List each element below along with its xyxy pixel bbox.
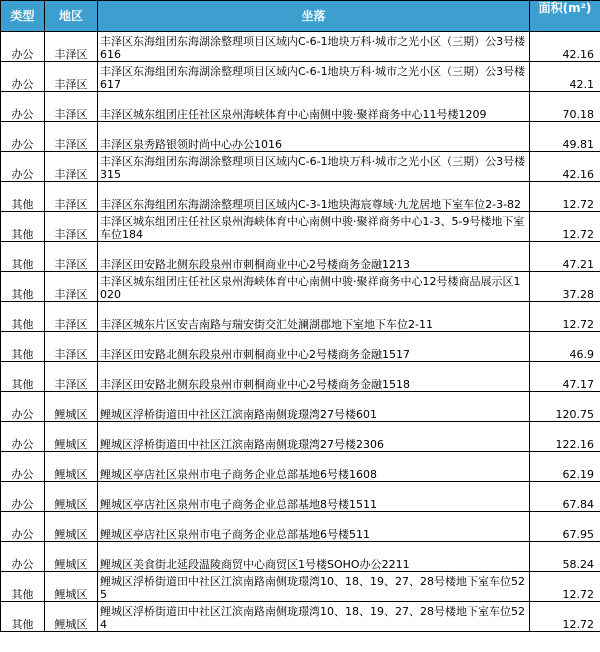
header-type: 类型	[1, 1, 45, 32]
cell-size: 12.72	[530, 572, 600, 602]
cell-location: 丰泽区田安路北侧东段泉州市刺桐商业中心2号楼商务金融1517	[98, 332, 530, 362]
cell-size: 70.18	[530, 92, 600, 122]
cell-size: 122.16	[530, 422, 600, 452]
cell-type: 其他	[1, 242, 45, 272]
cell-size: 46.9	[530, 332, 600, 362]
table-row	[1, 332, 600, 362]
header-location: 坐落	[98, 1, 530, 32]
cell-location: 鲤城区浮桥街道田中社区江滨南路南侧珑璟湾10、18、19、27、28号楼地下室车位525	[98, 572, 530, 602]
cell-type: 其他	[1, 362, 45, 392]
table-row	[1, 452, 600, 482]
cell-type: 办公	[1, 482, 45, 512]
cell-size: 49.81	[530, 122, 600, 152]
cell-area: 丰泽区	[45, 92, 98, 122]
cell-area: 鲤城区	[45, 512, 98, 542]
cell-area: 丰泽区	[45, 272, 98, 302]
cell-location: 丰泽区东海组团东海湖涂整理项目区域内C-6-1地块万科·城市之光小区（三期）公3号楼616	[98, 32, 530, 62]
table-body	[1, 32, 600, 632]
cell-location: 鲤城区亭店社区泉州市电子商务企业总部基地8号楼1511	[98, 482, 530, 512]
cell-area: 鲤城区	[45, 392, 98, 422]
cell-location: 丰泽区田安路北侧东段泉州市刺桐商业中心2号楼商务金融1213	[98, 242, 530, 272]
cell-size: 42.16	[530, 152, 600, 182]
cell-type: 办公	[1, 512, 45, 542]
cell-area: 丰泽区	[45, 62, 98, 92]
cell-size: 37.28	[530, 272, 600, 302]
cell-type: 其他	[1, 302, 45, 332]
cell-location: 丰泽区东海组团东海湖涂整理项目区域内C-6-1地块万科·城市之光小区（三期）公3号楼617	[98, 62, 530, 92]
cell-size: 62.19	[530, 452, 600, 482]
table-row	[1, 182, 600, 212]
cell-area: 丰泽区	[45, 32, 98, 62]
cell-area: 丰泽区	[45, 212, 98, 242]
cell-location: 鲤城区浮桥街道田中社区江滨南路南侧珑璟湾27号楼2306	[98, 422, 530, 452]
cell-location: 丰泽区城东组团庄任社区泉州海峡体育中心南侧中骏·聚祥商务中心12号楼商品展示区1020	[98, 272, 530, 302]
table-row	[1, 302, 600, 332]
table-row	[1, 602, 600, 632]
cell-type: 其他	[1, 332, 45, 362]
cell-area: 丰泽区	[45, 362, 98, 392]
cell-area: 丰泽区	[45, 122, 98, 152]
table-row	[1, 62, 600, 92]
cell-area: 鲤城区	[45, 542, 98, 572]
cell-type: 办公	[1, 62, 45, 92]
cell-size: 42.16	[530, 32, 600, 62]
table-row	[1, 362, 600, 392]
cell-size: 120.75	[530, 392, 600, 422]
table-row	[1, 542, 600, 572]
cell-type: 办公	[1, 542, 45, 572]
cell-area: 丰泽区	[45, 332, 98, 362]
cell-type: 办公	[1, 32, 45, 62]
cell-area: 鲤城区	[45, 482, 98, 512]
cell-size: 67.95	[530, 512, 600, 542]
cell-area: 鲤城区	[45, 602, 98, 632]
table-row	[1, 152, 600, 182]
cell-type: 其他	[1, 272, 45, 302]
table-row	[1, 32, 600, 62]
cell-location: 丰泽区田安路北侧东段泉州市刺桐商业中心2号楼商务金融1518	[98, 362, 530, 392]
table-row	[1, 92, 600, 122]
table-header-row	[1, 1, 600, 32]
cell-location: 鲤城区美食街北延段温陵商贸中心商贸区1号楼SOHO办公2211	[98, 542, 530, 572]
cell-location: 丰泽区城东组团庄任社区泉州海峡体育中心南侧中骏·聚祥商务中心1-3、5-9号楼地下室车位184	[98, 212, 530, 242]
cell-location: 丰泽区城东片区安吉南路与瑞安街交汇处澜湖郡地下室地下车位2-11	[98, 302, 530, 332]
table-row	[1, 242, 600, 272]
cell-type: 办公	[1, 92, 45, 122]
cell-type: 办公	[1, 452, 45, 482]
cell-type: 其他	[1, 572, 45, 602]
header-area: 地区	[45, 1, 98, 32]
cell-area: 丰泽区	[45, 152, 98, 182]
cell-type: 其他	[1, 182, 45, 212]
cell-size: 12.72	[530, 302, 600, 332]
table-row	[1, 512, 600, 542]
table-row	[1, 482, 600, 512]
cell-location: 丰泽区东海组团东海湖涂整理项目区域内C-3-1地块海宸尊域·九龙居地下室车位2-3-82	[98, 182, 530, 212]
cell-location: 丰泽区东海组团东海湖涂整理项目区域内C-6-1地块万科·城市之光小区（三期）公3号楼315	[98, 152, 530, 182]
cell-type: 办公	[1, 392, 45, 422]
table-row	[1, 422, 600, 452]
cell-type: 其他	[1, 602, 45, 632]
table-row	[1, 572, 600, 602]
cell-size: 42.1	[530, 62, 600, 92]
cell-size: 47.21	[530, 242, 600, 272]
cell-area: 丰泽区	[45, 242, 98, 272]
cell-location: 鲤城区亭店社区泉州市电子商务企业总部基地6号楼511	[98, 512, 530, 542]
cell-type: 办公	[1, 122, 45, 152]
table-row	[1, 272, 600, 302]
cell-location: 丰泽区泉秀路银领时尚中心办公1016	[98, 122, 530, 152]
table-row	[1, 392, 600, 422]
cell-area: 丰泽区	[45, 302, 98, 332]
cell-location: 丰泽区城东组团庄任社区泉州海峡体育中心南侧中骏·聚祥商务中心11号楼1209	[98, 92, 530, 122]
cell-size: 58.24	[530, 542, 600, 572]
table-row	[1, 212, 600, 242]
cell-location: 鲤城区亭店社区泉州市电子商务企业总部基地6号楼1608	[98, 452, 530, 482]
cell-type: 办公	[1, 422, 45, 452]
cell-type: 办公	[1, 152, 45, 182]
cell-size: 12.72	[530, 182, 600, 212]
header-size: 面积(m²)	[530, 1, 600, 32]
cell-size: 12.72	[530, 212, 600, 242]
cell-area: 鲤城区	[45, 572, 98, 602]
cell-area: 丰泽区	[45, 182, 98, 212]
cell-location: 鲤城区浮桥街道田中社区江滨南路南侧珑璟湾10、18、19、27、28号楼地下室车位524	[98, 602, 530, 632]
cell-area: 鲤城区	[45, 422, 98, 452]
cell-area: 鲤城区	[45, 452, 98, 482]
table-row	[1, 122, 600, 152]
cell-size: 47.17	[530, 362, 600, 392]
cell-size: 12.72	[530, 602, 600, 632]
cell-type: 其他	[1, 212, 45, 242]
cell-location: 鲤城区浮桥街道田中社区江滨南路南侧珑璟湾27号楼601	[98, 392, 530, 422]
cell-size: 67.84	[530, 482, 600, 512]
